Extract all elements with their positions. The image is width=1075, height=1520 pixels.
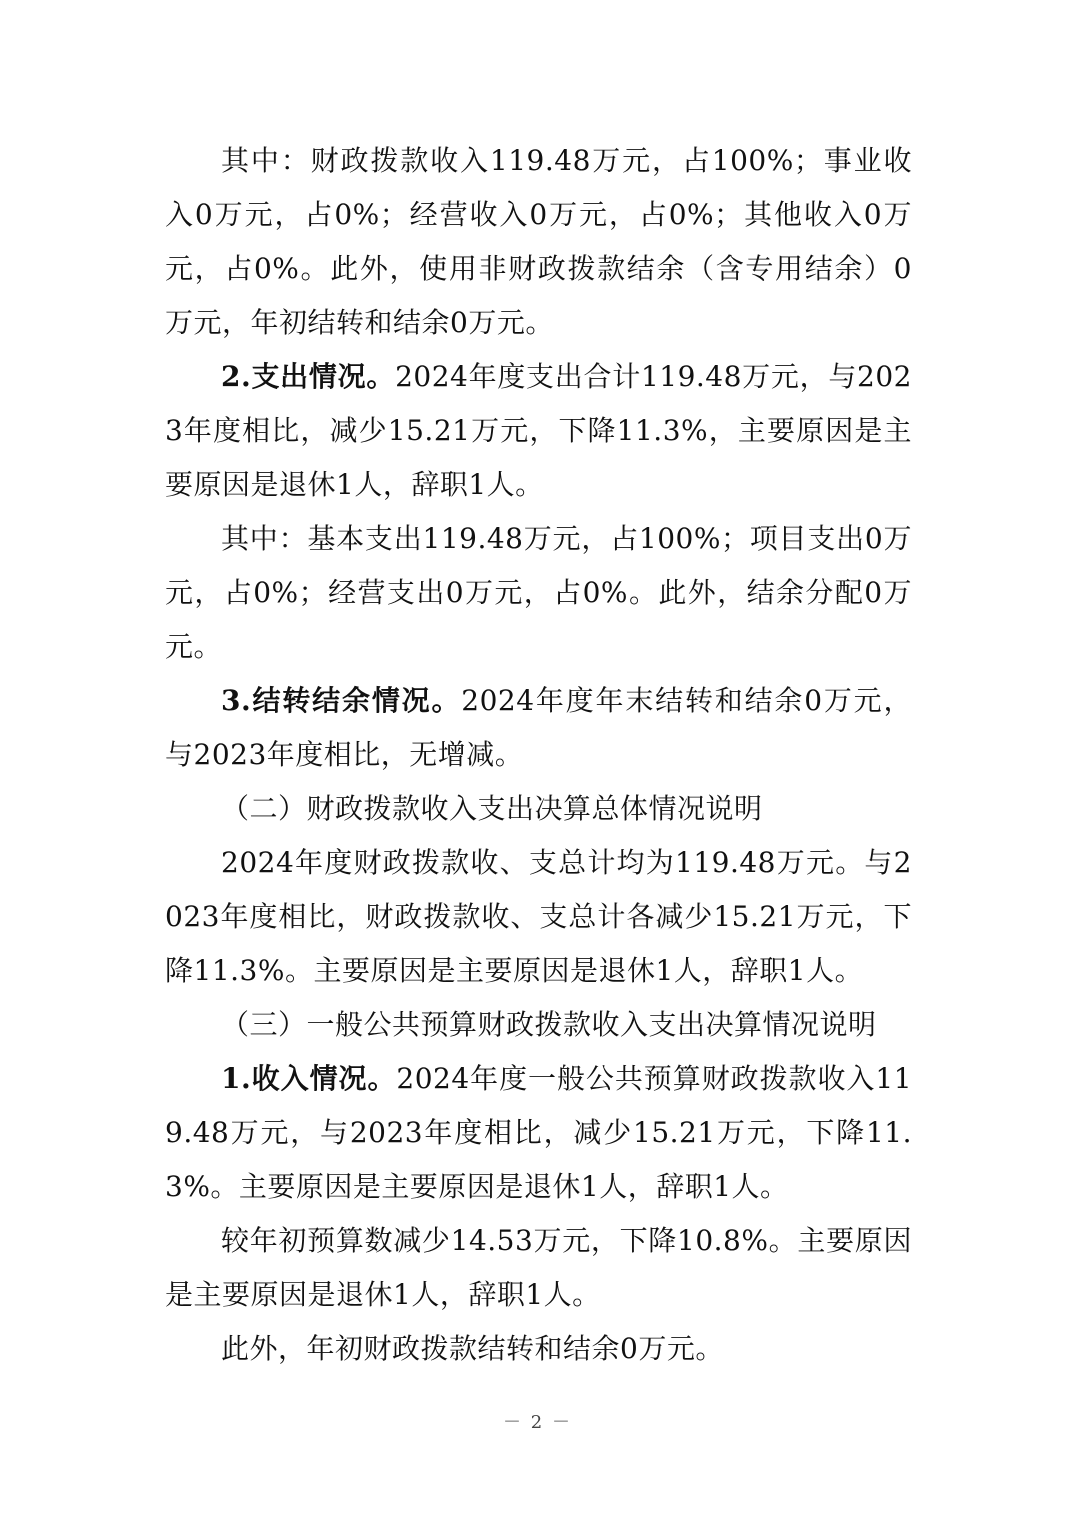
paragraph-income-breakdown bbox=[165, 134, 912, 350]
paragraph-text: 2024年度一般公共预算财政拨款收入119.48万元，与2023年度相比，减少15.21万元，下降11.3%。主要原因是主要原因是退休1人，辞职1人。 bbox=[165, 1062, 913, 1203]
document-body bbox=[165, 134, 912, 1376]
paragraph-text: 较年初预算数减少14.53万元，下降10.8%。主要原因是主要原因是退休1人，辞职1人。 bbox=[165, 1224, 912, 1311]
paragraph-general-budget-income bbox=[165, 1052, 912, 1214]
paragraph-initial-carryover bbox=[165, 1322, 912, 1376]
paragraph-text: 其中：财政拨款收入119.48万元，占100%；事业收入0万元，占0%；经营收入0万元，占0%；其他收入0万元，占0%。此外，使用非财政拨款结余（含专用结余）0万元，年初结转和结余0万元。 bbox=[165, 144, 912, 339]
heading-text: （三）一般公共预算财政拨款收入支出决算情况说明 bbox=[221, 1008, 877, 1041]
page-number: － 2 － bbox=[503, 1412, 572, 1433]
paragraph-text: 2024年度财政拨款收、支总计均为119.48万元。与2023年度相比，财政拨款收、支总计各减少15.21万元，下降11.3%。主要原因是主要原因是退休1人，辞职1人。 bbox=[165, 846, 912, 987]
paragraph-text: 其中：基本支出119.48万元，占100%；项目支出0万元，占0%；经营支出0万元，占0%。此外，结余分配0万元。 bbox=[165, 522, 912, 663]
paragraph-carryover bbox=[165, 674, 912, 782]
paragraph-text: 此外，年初财政拨款结转和结余0万元。 bbox=[221, 1332, 724, 1365]
paragraph-text: 2024年度年末结转和结余0万元，与2023年度相比，无增减。 bbox=[165, 684, 912, 771]
section-lead: 3.结转结余情况。 bbox=[221, 684, 462, 717]
section-lead: 1.收入情况。 bbox=[221, 1062, 397, 1095]
paragraph-expenditure bbox=[165, 350, 912, 512]
heading-text: （二）财政拨款收入支出决算总体情况说明 bbox=[221, 792, 763, 825]
section-lead: 2.支出情况。 bbox=[221, 360, 396, 393]
section-heading-2 bbox=[165, 782, 912, 836]
section-heading-3 bbox=[165, 998, 912, 1052]
paragraph-fiscal-total bbox=[165, 836, 912, 998]
paragraph-text: 2024年度支出合计119.48万元，与2023年度相比，减少15.21万元，下降11.3%，主要原因是主要原因是退休1人，辞职1人。 bbox=[165, 360, 912, 501]
paragraph-budget-comparison bbox=[165, 1214, 912, 1322]
paragraph-expenditure-breakdown bbox=[165, 512, 912, 674]
